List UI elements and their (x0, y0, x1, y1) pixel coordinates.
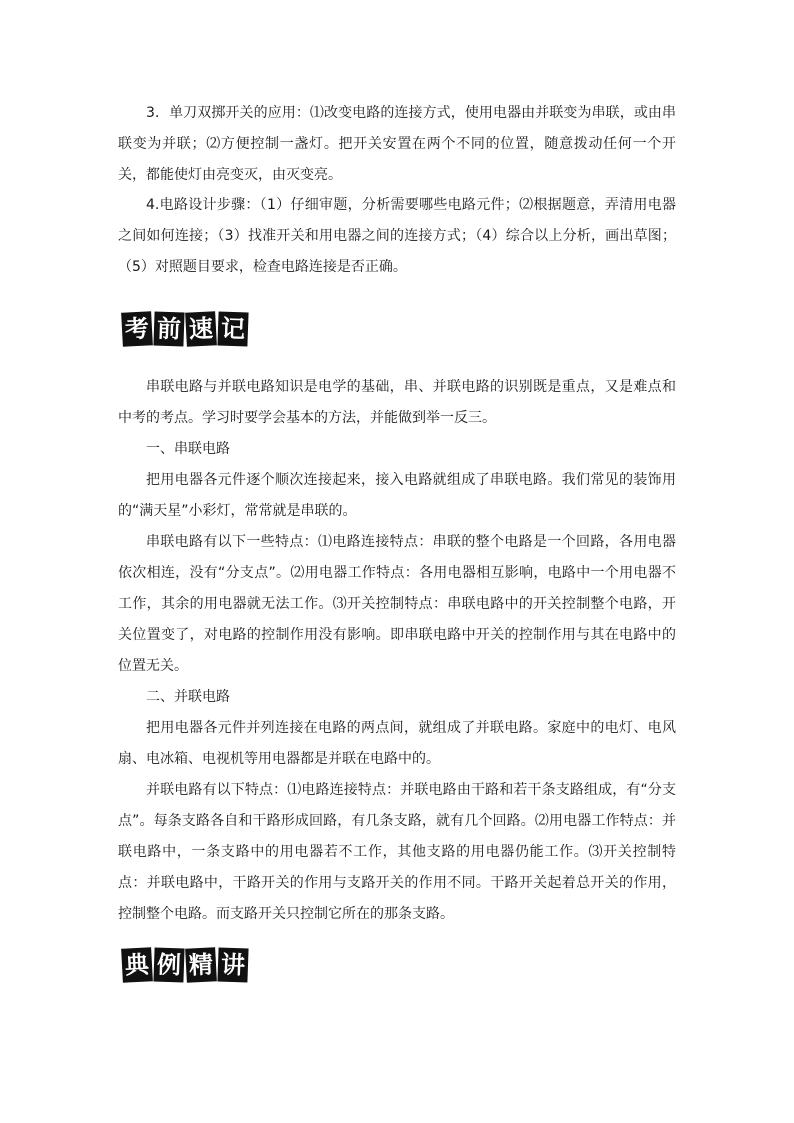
paragraph-circuit-design-steps: 4.电路设计步骤：（1）仔细审题，分析需要哪些电路元件；⑵根据题意，弄清用电器之间如何连接；（3）找准开关和用电器之间的连接方式；（4）综合以上分析，画出草图；（5）对照题目要求，检查电路连接是否正确。 (118, 197, 676, 275)
paragraph-parallel-features: 并联电路有以下特点：⑴电路连接特点：并联电路由干路和若干条支路组成，有“分支点”。每条支路各自和干路形成回路，有几条支路，就有几个回路。⑵用电器工作特点：并联电路中，一条支路中的用电器若不工作，其他支路的用电器仍能工作。⑶开关控制特点：并联电路中，干路开关的作用与支路开关的作用不同。干路开关起着总开关的作用，控制整个电路。而支路开关只控制它所在的那条支路。 (118, 782, 676, 922)
section-heading-examples (122, 948, 248, 982)
subheading-series-circuit: 一、串联电路 (146, 441, 230, 457)
subheading-parallel-circuit: 二、并联电路 (146, 689, 230, 705)
heading-char: 例 (153, 947, 184, 982)
heading-char: 记 (217, 311, 248, 346)
heading-char: 讲 (217, 947, 248, 982)
heading-char: 精 (185, 947, 217, 983)
paragraph-parallel-definition: 把用电器各元件并列连接在电路的两点间，就组成了并联电路。家庭中的电灯、电风扇、电冰箱、电视机等用电器都是并联在电路中的。 (118, 720, 676, 767)
heading-char: 典 (121, 947, 153, 983)
heading-char: 考 (121, 311, 153, 347)
paragraph-series-definition: 把用电器各元件逐个顺次连接起来，接入电路就组成了串联电路。我们常见的装饰用的“满天星”小彩灯，常常就是串联的。 (118, 472, 676, 519)
section-heading-review (122, 312, 248, 346)
heading-char: 速 (185, 311, 217, 347)
paragraph-series-features: 串联电路有以下一些特点：⑴电路连接特点：串联的整个电路是一个回路，各用电器依次相连，没有“分支点”。⑵用电器工作特点：各用电器相互影响，电路中一个用电器不工作，其余的用电器就无法工作。⑶开关控制特点：串联电路中的开关控制整个电路，开关位置变了，对电路的控制作用没有影响。即串联电路中开关的控制作用与其在电路中的位置无关。 (118, 534, 676, 674)
paragraph-switch-application: 3．单刀双掷开关的应用：⑴改变电路的连接方式，使用电器由并联变为串联，或由串联变为并联；⑵方便控制一盏灯。把开关安置在两个不同的位置，随意拨动任何一个开关，都能使灯由亮变灭，由灭变亮。 (118, 105, 676, 183)
paragraph-section-intro: 串联电路与并联电路知识是电学的基础，串、并联电路的识别既是重点，又是难点和中考的考点。学习时要学会基本的方法，并能做到举一反三。 (118, 379, 676, 426)
heading-char: 前 (153, 311, 184, 346)
